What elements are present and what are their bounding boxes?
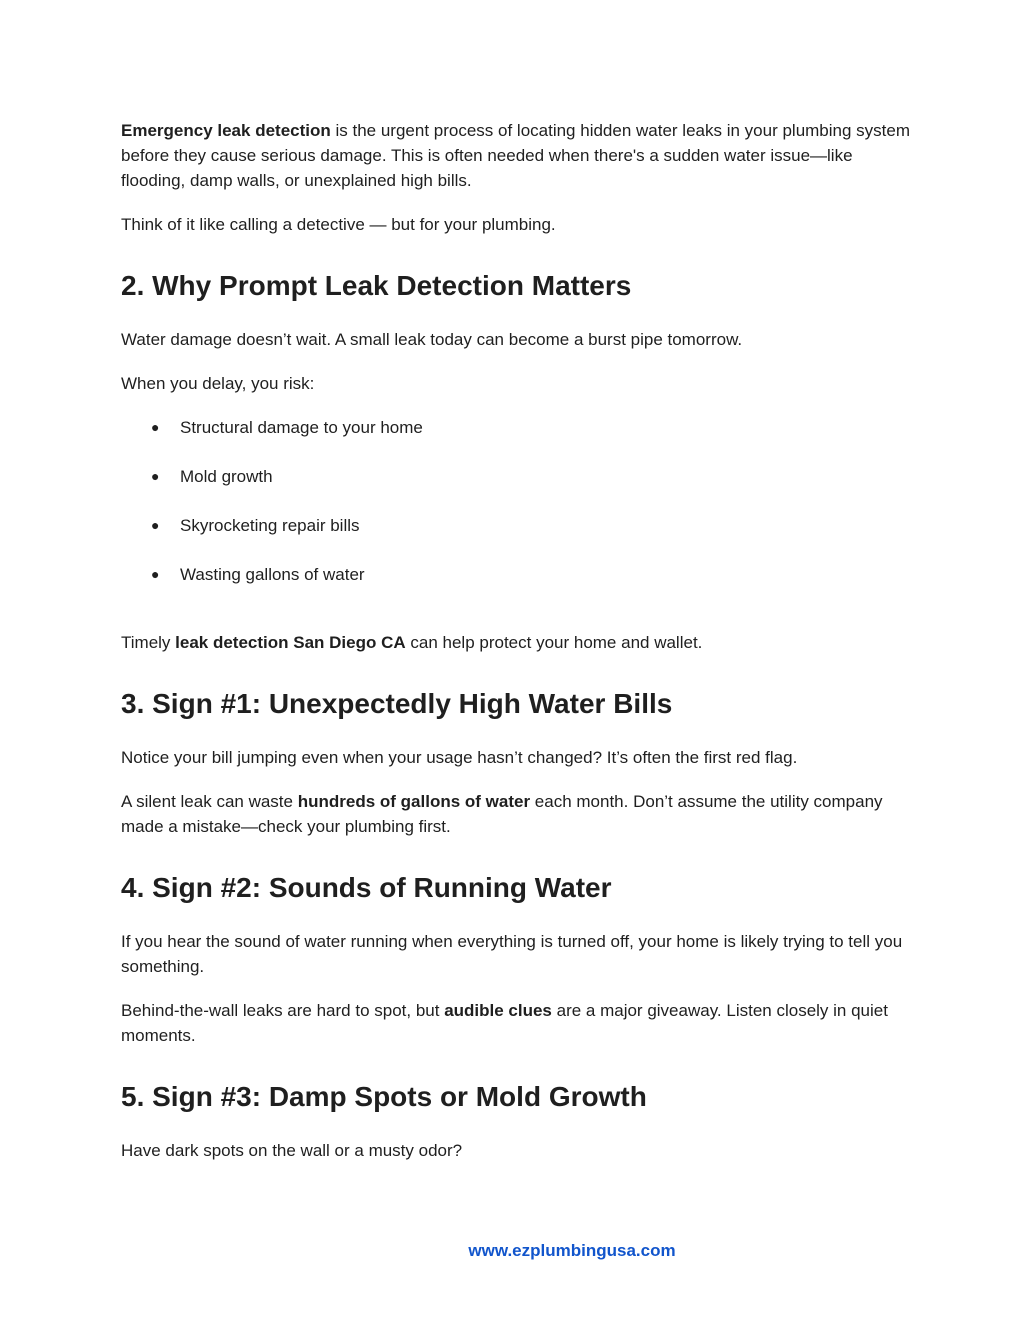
keyword-bold: hundreds of gallons of water — [297, 792, 531, 811]
document-body — [121, 118, 911, 1163]
text-span: Behind-the-wall leaks are hard to spot, but — [121, 1001, 445, 1020]
section-4-paragraph-1: If you hear the sound of water running when everything is turned off, your home is likely trying to tell you something. — [121, 932, 903, 976]
section-2-heading: 2. Why Prompt Leak Detection Matters — [121, 270, 632, 301]
list-item-text: Mold growth — [180, 467, 273, 486]
list-item — [121, 415, 911, 440]
bullet-icon: ● — [151, 468, 160, 484]
website-link[interactable]: www.ezplumbingusa.com — [468, 1241, 676, 1260]
bullet-icon: ● — [151, 566, 160, 582]
section-5-paragraph-1: Have dark spots on the wall or a musty odor? — [121, 1141, 463, 1160]
text-span: each month. Don’t assume the utility company made a mistake—check your plumbing first. — [121, 792, 883, 836]
intro-paragraph — [121, 118, 911, 193]
intro-text: is the urgent process of locating hidden water leaks in your plumbing system before they cause serious damage. This is often needed when there's a sudden water issue—like flooding, damp walls, or unexplained high bills. — [121, 121, 911, 190]
section-5-heading: 5. Sign #3: Damp Spots or Mold Growth — [121, 1081, 647, 1112]
list-item-text: Structural damage to your home — [180, 418, 423, 437]
keyword-bold: audible clues — [444, 1001, 552, 1020]
section-4-paragraph-2 — [121, 998, 911, 1048]
section-2-paragraph-1: Water damage doesn’t wait. A small leak today can become a burst pipe tomorrow. — [121, 330, 743, 349]
keyword-bold: leak detection San Diego CA — [175, 633, 406, 652]
bullet-icon: ● — [151, 517, 160, 533]
page-footer — [0, 1240, 1024, 1262]
section-2-paragraph-2: When you delay, you risk: — [121, 374, 315, 393]
intro-bold-term: Emergency leak detection — [121, 121, 331, 140]
text-span: are a major giveaway. Listen closely in quiet moments. — [121, 1001, 888, 1045]
intro-analogy: Think of it like calling a detective — but for your plumbing. — [121, 215, 556, 234]
bullet-icon: ● — [151, 419, 160, 435]
section-3-paragraph-1: Notice your bill jumping even when your usage hasn’t changed? It’s often the first red flag. — [121, 748, 798, 767]
section-4-heading: 4. Sign #2: Sounds of Running Water — [121, 872, 612, 903]
text-span: A silent leak can waste — [121, 792, 298, 811]
section-3-heading: 3. Sign #1: Unexpectedly High Water Bills — [121, 688, 673, 719]
list-item — [121, 513, 911, 538]
list-item — [121, 464, 911, 489]
section-2-paragraph-3 — [121, 630, 911, 655]
risk-list — [121, 415, 911, 587]
list-item — [121, 562, 911, 587]
list-item-text: Wasting gallons of water — [180, 565, 365, 584]
list-item-text: Skyrocketing repair bills — [180, 516, 360, 535]
text-span: Timely — [121, 633, 176, 652]
section-3-paragraph-2 — [121, 789, 911, 839]
text-span: can help protect your home and wallet. — [405, 633, 703, 652]
